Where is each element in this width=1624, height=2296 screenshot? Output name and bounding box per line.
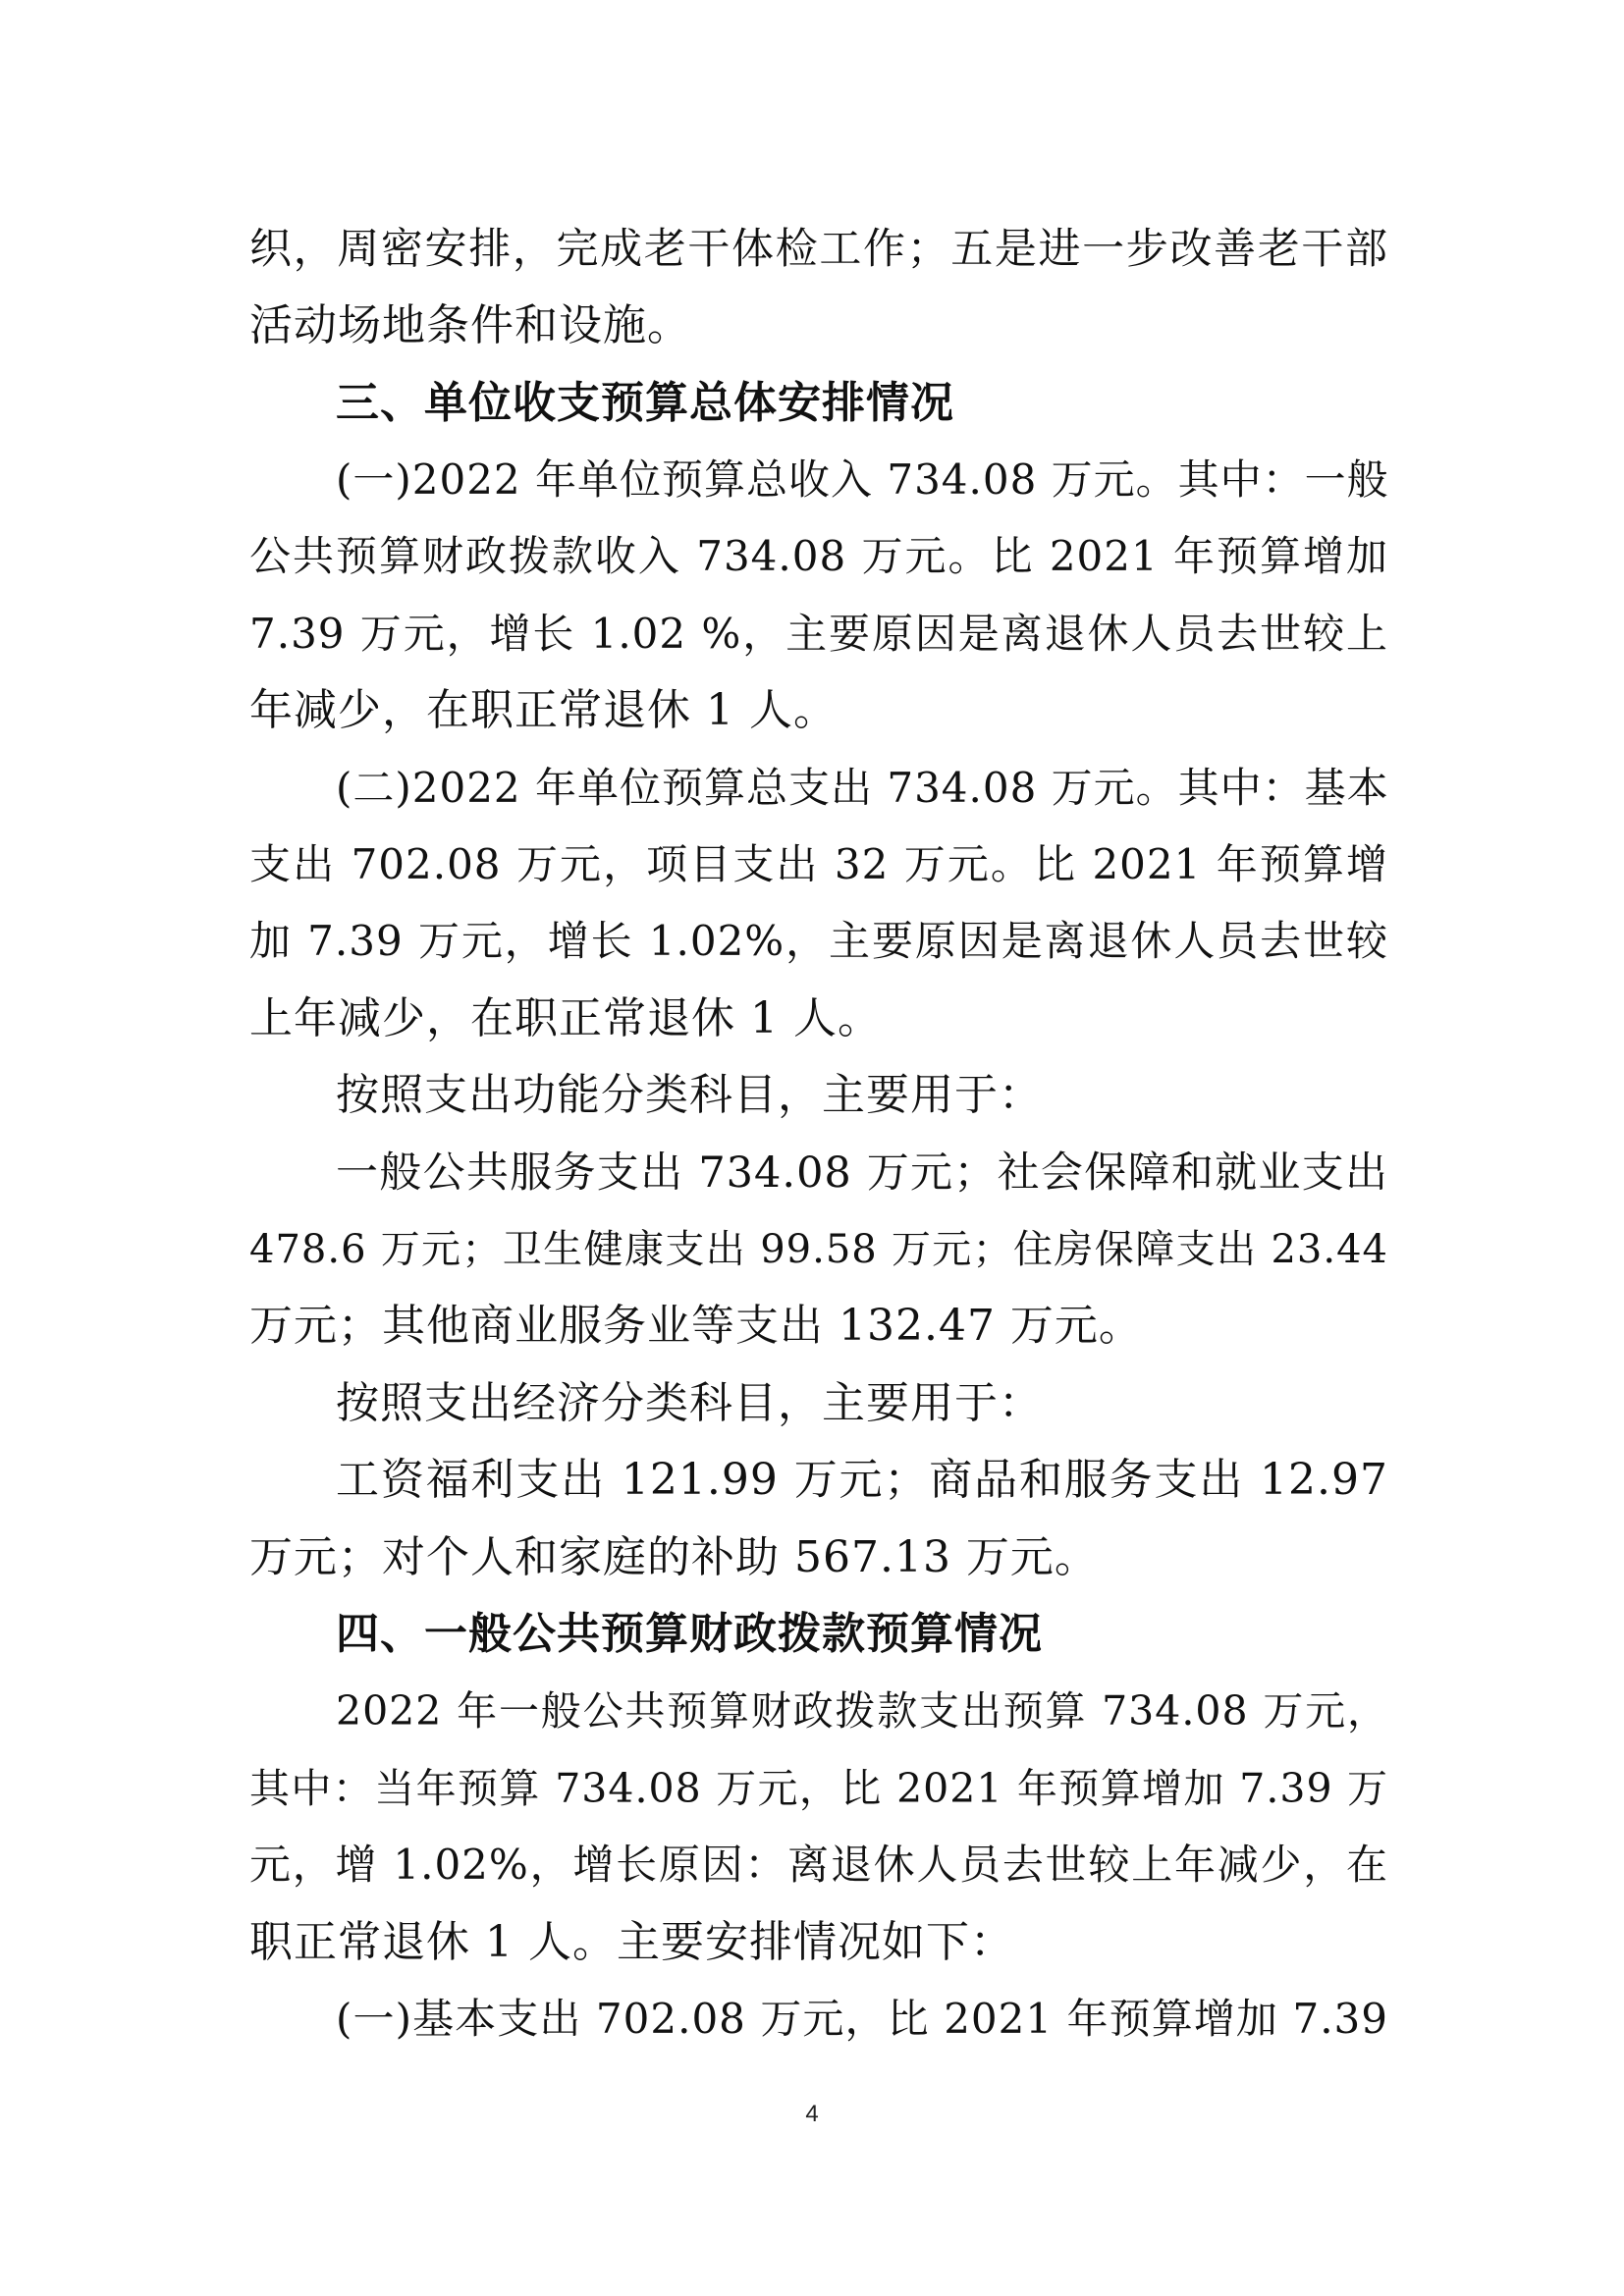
- body-line-4: (一)2022 年单位预算总收入 734.08 万元。其中：一般: [336, 455, 1389, 504]
- body-line-9: 支出 702.08 万元，项目支出 32 万元。比 2021 年预算增: [249, 840, 1388, 888]
- body-line-10: 加 7.39 万元，增长 1.02%，主要原因是离退休人员去世较: [249, 917, 1388, 965]
- section-heading-19: 四、一般公共预算财政拨款预算情况: [336, 1609, 1043, 1659]
- body-line-12: 按照支出功能分类科目，主要用于：: [336, 1070, 1043, 1120]
- body-line-22: 元，增 1.02%，增长原因：离退休人员去世较上年减少，在: [249, 1841, 1388, 1889]
- body-line-7: 年减少，在职正常退休 1 人。: [249, 685, 838, 735]
- body-line-15: 万元；其他商业服务业等支出 132.47 万元。: [249, 1301, 1143, 1351]
- body-line-8: (二)2022 年单位预算总支出 734.08 万元。其中：基本: [336, 764, 1389, 812]
- body-line-24: (一)基本支出 702.08 万元，比 2021 年预算增加 7.39: [336, 1995, 1388, 2043]
- page-number: 4: [805, 2101, 819, 2127]
- body-line-6: 7.39 万元，增长 1.02 %，主要原因是离退休人员去世较上: [249, 610, 1388, 658]
- body-line-1: 织，周密安排，完成老干体检工作；五是进一步改善老干部: [249, 225, 1388, 274]
- body-line-2: 活动场地条件和设施。: [249, 300, 691, 350]
- body-line-14: 478.6 万元；卫生健康支出 99.58 万元；住房保障支出 23.44: [249, 1227, 1388, 1272]
- body-line-21: 其中：当年预算 734.08 万元，比 2021 年预算增加 7.39 万: [249, 1765, 1388, 1812]
- section-heading-3: 三、单位收支预算总体安排情况: [336, 378, 954, 428]
- body-line-18: 万元；对个人和家庭的补助 567.13 万元。: [249, 1532, 1099, 1582]
- body-line-17: 工资福利支出 121.99 万元；商品和服务支出 12.97: [336, 1455, 1388, 1505]
- body-line-20: 2022 年一般公共预算财政拨款支出预算 734.08 万元，: [336, 1687, 1388, 1735]
- body-line-16: 按照支出经济分类科目，主要用于：: [336, 1378, 1043, 1428]
- body-line-5: 公共预算财政拨款收入 734.08 万元。比 2021 年预算增加: [249, 532, 1388, 580]
- body-line-23: 职正常退休 1 人。主要安排情况如下：: [249, 1917, 1014, 1967]
- body-line-11: 上年减少，在职正常退休 1 人。: [249, 993, 882, 1043]
- body-line-13: 一般公共服务支出 734.08 万元；社会保障和就业支出: [336, 1148, 1388, 1198]
